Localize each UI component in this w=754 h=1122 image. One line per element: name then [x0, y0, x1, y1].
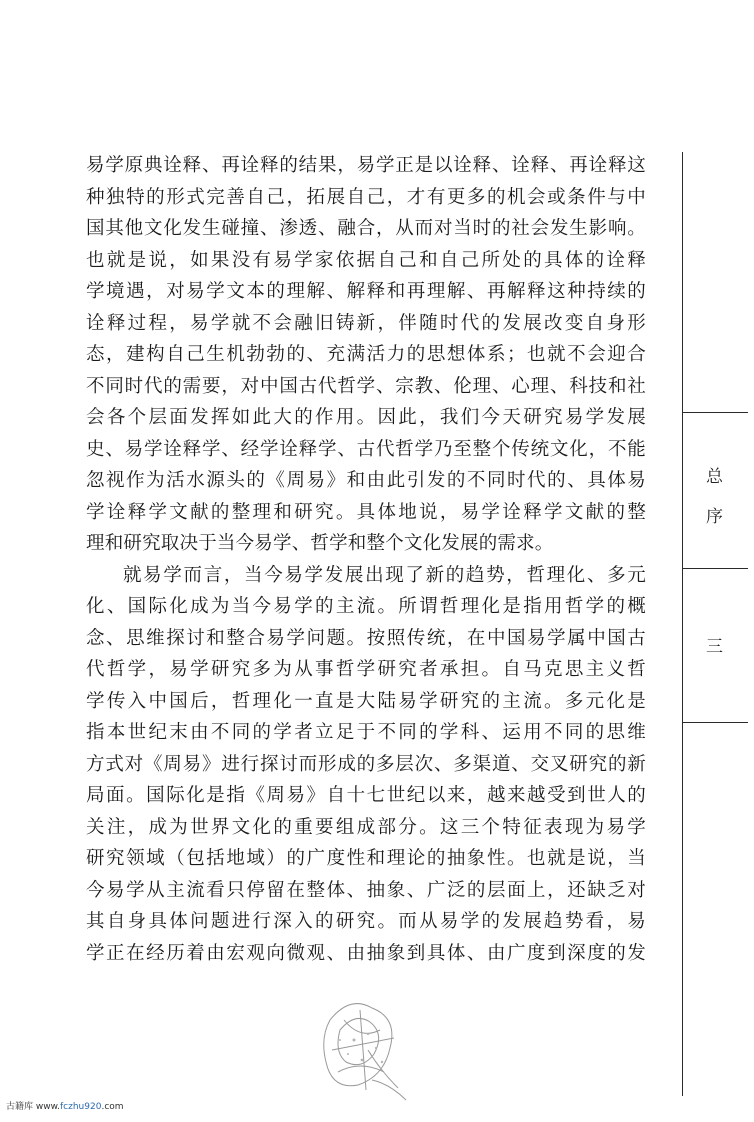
- text-line: 指本世纪末由不同的学者立足于不同的学科、运用不同的思维: [86, 722, 646, 743]
- body-text: [86, 150, 646, 969]
- text-line: 也就是说，如果没有易学家依据自己和自己所处的具体的诠释: [86, 249, 646, 271]
- text-line: 理和研究取决于当今易学、哲学和整个文化发展的需求。: [86, 533, 554, 554]
- text-line: 会各个层面发挥如此大的作用。因此，我们今天研究易学发展: [86, 407, 646, 428]
- page-number: 三: [706, 637, 723, 657]
- text-line: 学诠释学文献的整理和研究。具体地说，易学诠释学文献的整: [86, 501, 646, 523]
- footer-url-suffix: .com: [101, 1102, 124, 1112]
- text-line: 念、思维探讨和整合易学问题。按照传统，在中国易学属中国古: [86, 627, 646, 649]
- footer-watermark: [6, 1099, 124, 1112]
- text-line: 史、易学诠释学、经学诠释学、古代哲学乃至整个传统文化，不能: [86, 438, 646, 460]
- text-line: 今易学从主流看只停留在整体、抽象、广泛的层面上，还缺乏对: [86, 879, 646, 901]
- text-line: 局面。国际化是指《周易》自十七世纪以来，越来越受到世人的: [86, 785, 646, 806]
- text-line: 不同时代的需要，对中国古代哲学、宗教、伦理、心理、科技和社: [86, 375, 646, 397]
- text-line: 种独特的形式完善自己，拓展自己，才有更多的机会或条件与中: [86, 186, 646, 208]
- text-line: 易学原典诠释、再诠释的结果，易学正是以诠释、诠释、再诠释这: [86, 155, 646, 176]
- footer-site-name: 古籍库: [6, 1102, 34, 1112]
- seal-ornament-icon: [310, 990, 420, 1105]
- text-line: 学传入中国后，哲理化一直是大陆易学研究的主流。多元化是: [86, 690, 646, 712]
- text-line: 代哲学，易学研究多为从事哲学研究者承担。自马克思主义哲: [86, 659, 646, 680]
- text-line: 忽视作为活水源头的《周易》和由此引发的不同时代的、具体易: [86, 470, 646, 491]
- text-line: 方式对《周易》进行探讨而形成的多层次、多渠道、交叉研究的新: [86, 753, 646, 775]
- text-line: 研究领域（包括地域）的广度性和理论的抽象性。也就是说，当: [86, 848, 646, 869]
- text-line: 化、国际化成为当今易学的主流。所谓哲理化是指用哲学的概: [86, 596, 646, 617]
- running-head-char-1: 总: [706, 467, 723, 487]
- paragraph-2: [86, 560, 646, 970]
- footer-url-domain: fczhu920: [60, 1102, 102, 1112]
- running-head-char-2: 序: [706, 507, 723, 527]
- text-line: 关注，成为世界文化的重要组成部分。这三个特征表现为易学: [86, 816, 646, 838]
- text-line: 态，建构自己生机勃勃的、充满活力的思想体系；也就不会迎合: [86, 344, 646, 365]
- footer-url-prefix: www.: [35, 1102, 61, 1112]
- text-line: 学境遇，对易学文本的理解、解释和再理解、再解释这种持续的: [86, 281, 646, 302]
- margin-rule-middle: [682, 568, 748, 569]
- text-line: 学正在经历着由宏观向微观、由抽象到具体、由广度到深度的发: [86, 942, 646, 964]
- text-line: 就易学而言，当今易学发展出现了新的趋势，哲理化、多元: [123, 564, 646, 586]
- margin-vertical-rule: [682, 152, 683, 1096]
- paragraph-1: [86, 150, 646, 560]
- margin-rule-top: [682, 412, 748, 413]
- text-line: 诠释过程，易学就不会融旧铸新，伴随时代的发展改变自身形: [86, 312, 646, 334]
- margin-rule-bottom: [682, 722, 748, 723]
- text-line: 其自身具体问题进行深入的研究。而从易学的发展趋势看，易: [86, 911, 646, 932]
- text-line: 国其他文化发生碰撞、渗透、融合，从而对当时的社会发生影响。: [86, 218, 646, 239]
